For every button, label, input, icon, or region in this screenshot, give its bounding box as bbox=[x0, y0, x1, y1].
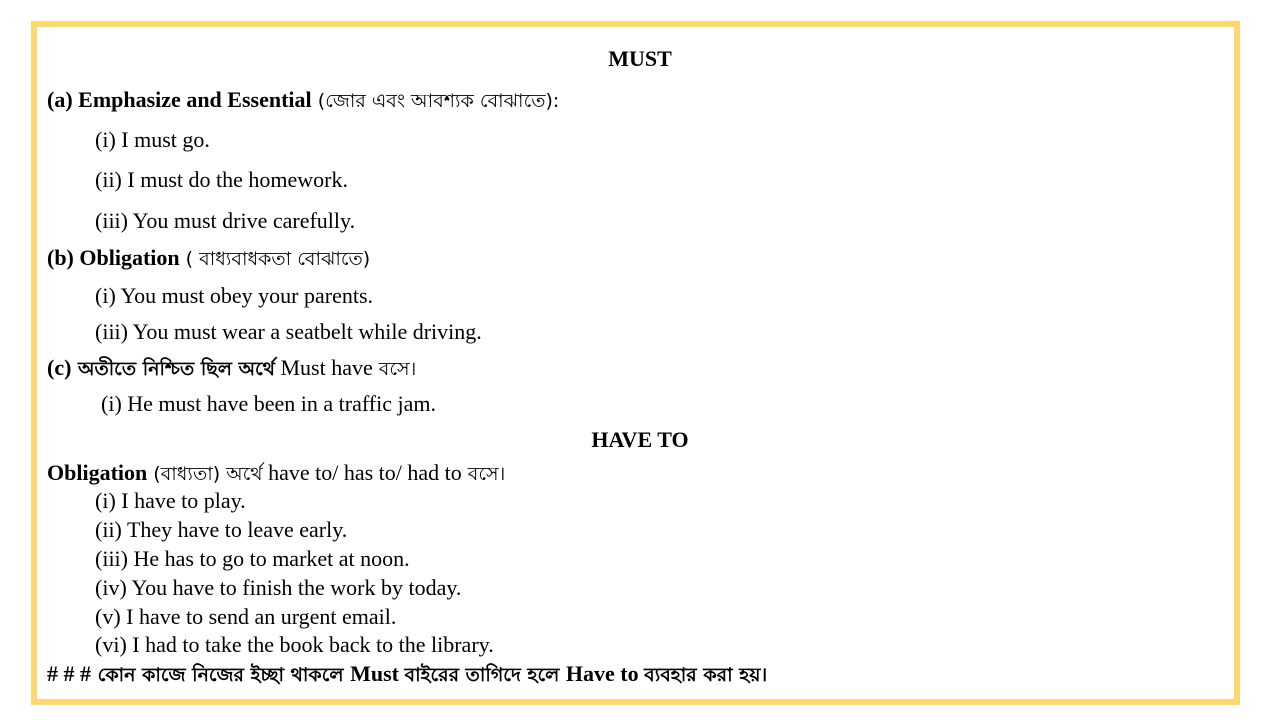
have-to-bengali-b: বসে। bbox=[461, 463, 506, 485]
note-have-to: Have to bbox=[565, 661, 645, 686]
list-item: (i) You must obey your parents. bbox=[95, 283, 374, 308]
note-bengali-b: বাইরের তাগিদে হলে bbox=[404, 664, 566, 686]
have-to-phrase: have to/ has to/ had to bbox=[262, 460, 462, 485]
section-a-label: (a) Emphasize and Essential bbox=[47, 87, 312, 112]
list-item: (i) I must go. bbox=[95, 127, 210, 152]
list-item: (ii) I must do the homework. bbox=[95, 167, 348, 192]
section-c-bengali-a: অতীতে নিশ্চিত ছিল অর্থে bbox=[71, 358, 275, 380]
section-c-label: (c) bbox=[47, 355, 72, 380]
note-prefix: # # # bbox=[47, 661, 91, 686]
list-item: (v) I have to send an urgent email. bbox=[95, 604, 397, 629]
section-a-bengali: (জোর এবং আবশ্যক বোঝাতে): bbox=[311, 90, 560, 112]
note-bengali-a: কোন কাজে নিজের ইচ্ছা থাকলে bbox=[91, 664, 351, 686]
have-to-bengali-a: (বাধ্যতা) অর্থে bbox=[147, 463, 263, 485]
list-item: (i) I have to play. bbox=[95, 488, 246, 513]
have-to-heading: HAVE TO bbox=[591, 427, 689, 452]
usage-note bbox=[47, 661, 767, 688]
section-c-heading bbox=[47, 355, 416, 382]
list-item: (iii) You must wear a seatbelt while driving. bbox=[95, 319, 482, 344]
list-item: (vi) I had to take the book back to the library. bbox=[95, 632, 494, 657]
list-item: (iii) You must drive carefully. bbox=[95, 208, 356, 233]
list-item: (ii) They have to leave early. bbox=[95, 517, 348, 542]
section-c-phrase: Must have bbox=[274, 355, 373, 380]
section-c-bengali-b: বসে। bbox=[372, 358, 417, 380]
section-b-heading bbox=[47, 245, 370, 272]
section-b-label: (b) Obligation bbox=[47, 245, 180, 270]
must-heading: MUST bbox=[608, 46, 672, 71]
note-must: Must bbox=[350, 661, 405, 686]
have-to-obligation-heading bbox=[47, 460, 505, 487]
note-bengali-c: ব্যবহার করা হয়। bbox=[644, 664, 768, 686]
list-item: (iv) You have to finish the work by today. bbox=[95, 575, 462, 600]
list-item: (iii) He has to go to market at noon. bbox=[95, 546, 410, 571]
list-item: (i) He must have been in a traffic jam. bbox=[101, 391, 436, 416]
section-b-bengali: ( বাধ্যবাধকতা বোঝাতে) bbox=[179, 248, 371, 270]
section-a-heading bbox=[47, 87, 559, 114]
have-to-label: Obligation bbox=[47, 460, 148, 485]
